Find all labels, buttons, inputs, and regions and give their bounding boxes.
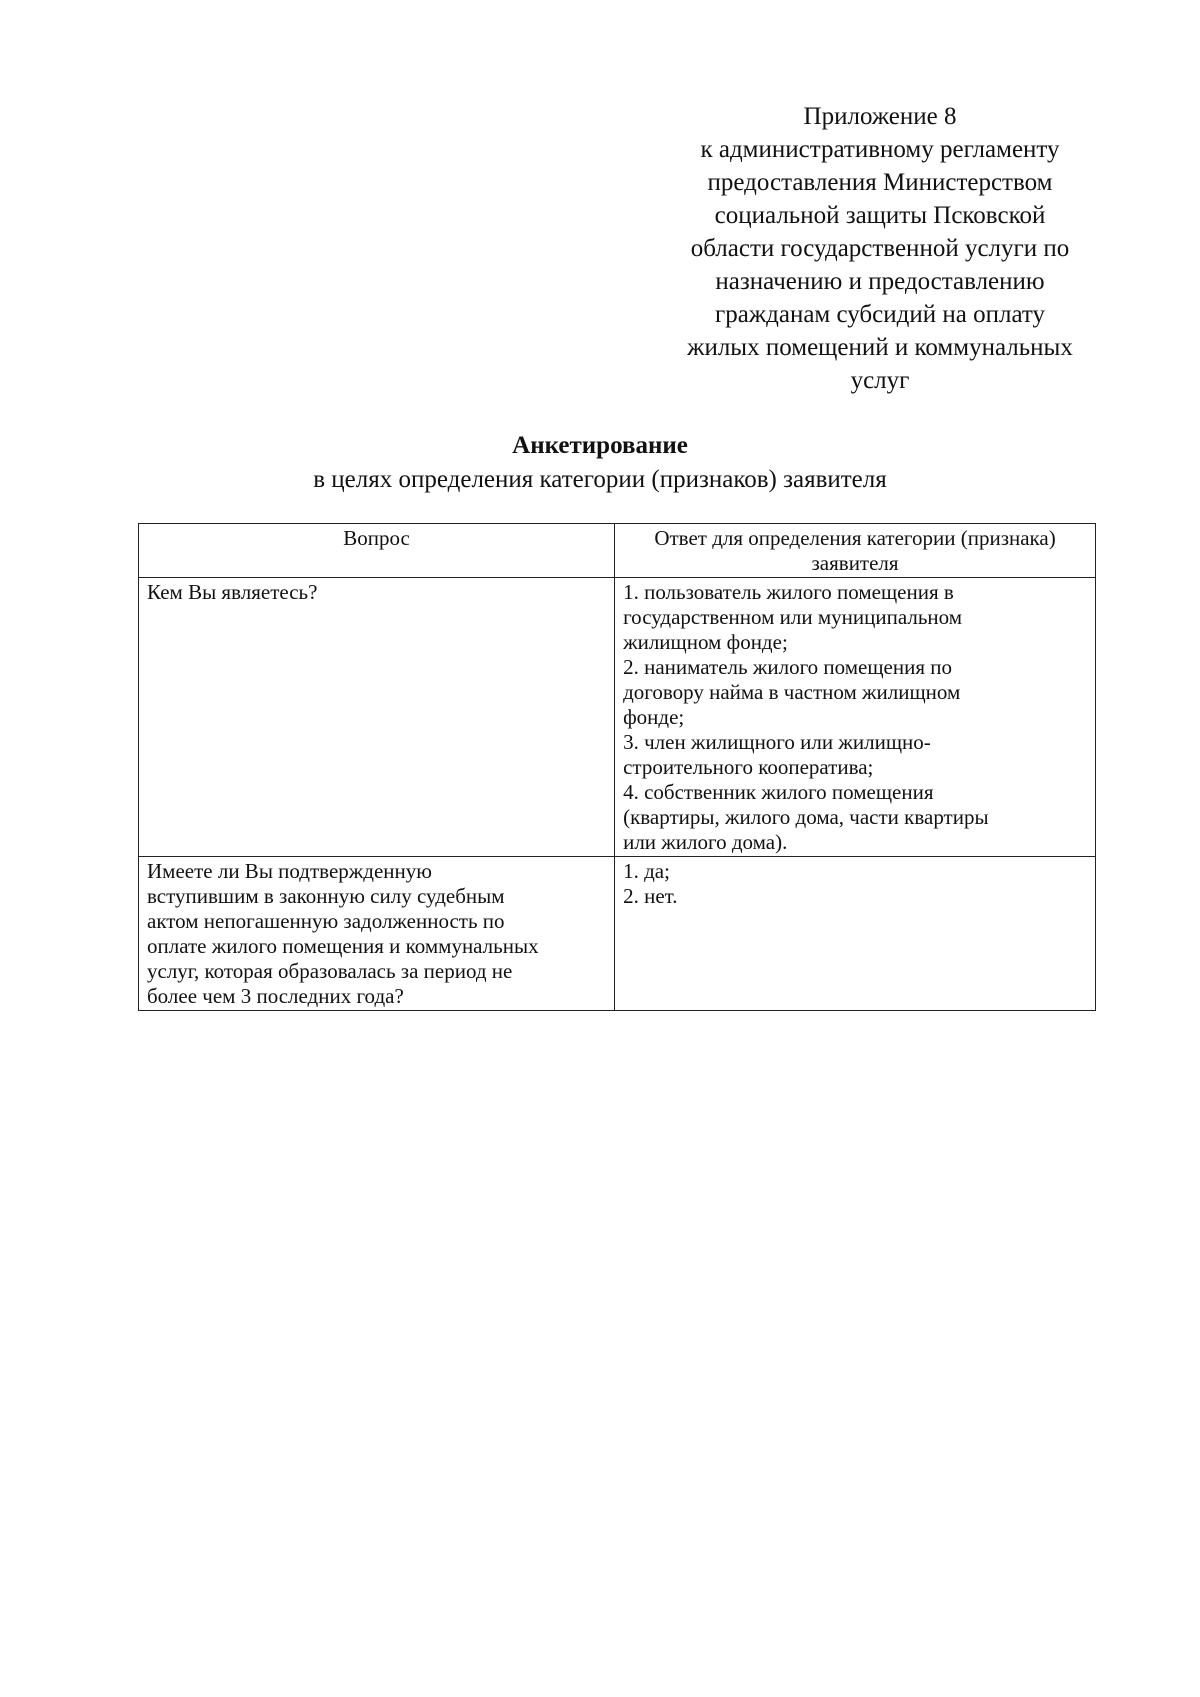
- answer-cell: [615, 857, 1096, 1011]
- appendix-line: предоставления Министерством: [707, 169, 1053, 196]
- question-line: более чем 3 последних года?: [147, 984, 404, 1008]
- document-title: Анкетирование: [512, 432, 688, 459]
- answer-line: государственном или муниципальном: [623, 605, 963, 629]
- question-line: оплате жилого помещения и коммунальных: [147, 934, 539, 958]
- appendix-line: назначению и предоставлению: [715, 268, 1045, 295]
- appendix-line: области государственной услуги по: [690, 235, 1070, 262]
- question-line: вступившим в законную силу судебным: [147, 884, 505, 908]
- answer-line: или жилого дома).: [623, 830, 788, 854]
- table-row: [139, 857, 1096, 1011]
- appendix-line: жилых помещений и коммунальных: [687, 334, 1073, 361]
- header-question: Вопрос: [139, 524, 615, 578]
- appendix-line: Приложение 8: [803, 103, 957, 130]
- answer-cell: [615, 578, 1096, 857]
- table-row: [139, 578, 1096, 857]
- document-subtitle: в целях определения категории (признаков) заявителя: [313, 466, 887, 493]
- answer-line: (квартиры, жилого дома, части квартиры: [623, 805, 989, 829]
- header-answer: Ответ для определения категории (признака) заявителя: [615, 524, 1096, 578]
- answer-line: жилищном фонде;: [623, 630, 788, 654]
- questionnaire-table: [138, 523, 1096, 1011]
- answer-line: 4. собственник жилого помещения: [623, 780, 934, 804]
- question-cell: [139, 857, 615, 1011]
- answer-line: строительного кооператива;: [623, 755, 874, 779]
- appendix-header: [640, 100, 1120, 397]
- question-line: услуг, которая образовалась за период не: [147, 959, 513, 983]
- answer-line: 3. член жилищного или жилищно-: [623, 730, 931, 754]
- answer-line: договору найма в частном жилищном: [623, 680, 961, 704]
- appendix-line: социальной защиты Псковской: [714, 202, 1046, 229]
- answer-line: 2. наниматель жилого помещения по: [623, 655, 952, 679]
- question-cell: [139, 578, 615, 857]
- appendix-line: услуг: [850, 367, 910, 394]
- appendix-line: гражданам субсидий на оплату: [715, 301, 1045, 328]
- answer-line: 2. нет.: [623, 884, 678, 908]
- answer-line: 1. да;: [623, 859, 670, 883]
- question-line: Кем Вы являетесь?: [147, 580, 318, 604]
- answer-line: 1. пользователь жилого помещения в: [623, 580, 954, 604]
- question-line: актом непогашенную задолженность по: [147, 909, 505, 933]
- table-header-row: [139, 524, 1096, 578]
- question-line: Имеете ли Вы подтвержденную: [147, 859, 432, 883]
- answer-line: фонде;: [623, 705, 685, 729]
- appendix-line: к административному регламенту: [700, 136, 1060, 163]
